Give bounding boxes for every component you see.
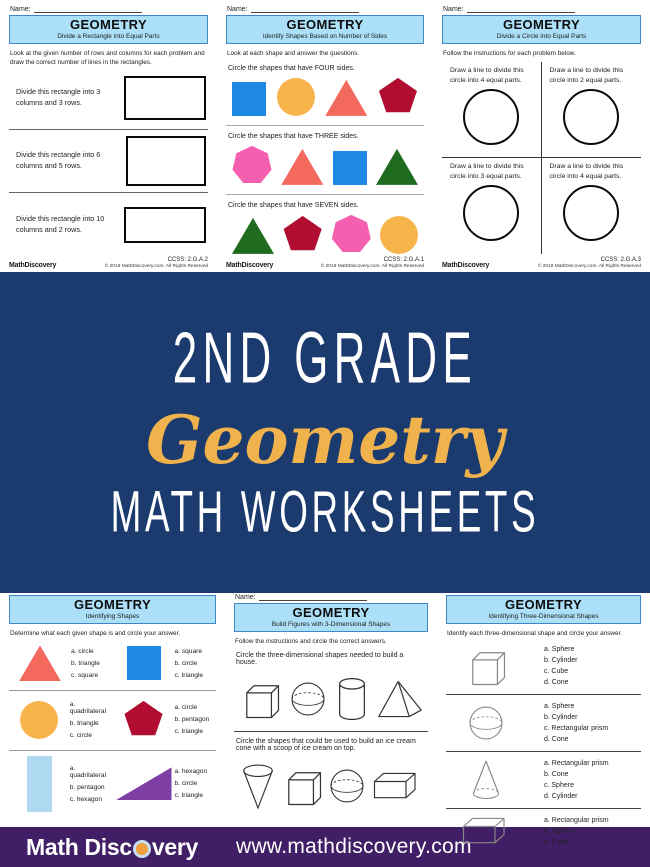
name-field bbox=[443, 2, 641, 13]
answer-option: c. Cube bbox=[544, 667, 569, 675]
worksheet-subtitle: Divide a Circle into Equal Parts bbox=[496, 32, 587, 40]
answer-options bbox=[175, 643, 204, 684]
logo-text-disc: Disc bbox=[84, 833, 132, 860]
name-blank-line bbox=[467, 4, 575, 13]
worksheet-header bbox=[9, 15, 208, 44]
worksheet-subtitle: Divide a Rectangle into Equal Parts bbox=[57, 32, 160, 40]
logo-text-math: Math bbox=[26, 833, 79, 860]
shape-rect-lightblue bbox=[27, 756, 52, 812]
answer-option: a. Rectangular prism bbox=[544, 816, 609, 824]
ccss-code: CCSS: 2.G.A.1 bbox=[383, 257, 424, 263]
name-label: Name: bbox=[235, 594, 256, 601]
problem-text: Draw a line to divide this circle into 4 equal parts. bbox=[549, 162, 624, 180]
shape-triangle-green bbox=[376, 149, 418, 185]
answer-options bbox=[70, 760, 113, 808]
identify-item bbox=[9, 756, 113, 812]
worksheet-build-3d-figures bbox=[225, 593, 437, 854]
problem-row bbox=[9, 130, 208, 193]
answer-option: a. square bbox=[174, 647, 202, 655]
question-section bbox=[226, 195, 424, 263]
empty-rectangle bbox=[124, 207, 206, 243]
sheet-brand-logo: MathDiscovery bbox=[9, 262, 57, 269]
shape-square-blue bbox=[232, 82, 266, 116]
answer-option: d. Cone bbox=[544, 735, 569, 743]
answer-options bbox=[71, 643, 100, 684]
answer-options bbox=[175, 699, 210, 740]
question-section bbox=[226, 58, 424, 126]
worksheet-title: GEOMETRY bbox=[502, 17, 581, 32]
shape-square-blue bbox=[333, 151, 367, 185]
answer-option: a. quadrilateral bbox=[69, 700, 107, 715]
problem-row bbox=[9, 638, 216, 691]
shape-triangle-salmon bbox=[19, 645, 61, 681]
problem-text: Draw a line to divide this circle into 3 equal parts. bbox=[450, 162, 524, 180]
answer-option: c. square bbox=[71, 671, 99, 679]
figure-cube bbox=[280, 764, 324, 808]
shape-triangle-salmon bbox=[281, 149, 323, 185]
shape-pentagon-darkred bbox=[283, 216, 323, 254]
shape-row bbox=[226, 143, 424, 192]
answer-options bbox=[544, 642, 577, 690]
worksheet-divide-rectangle bbox=[0, 0, 217, 272]
copyright-text: © 2018 MathDiscovery.com. All Rights Reserved bbox=[320, 264, 424, 269]
identify-item bbox=[446, 695, 641, 752]
empty-circle bbox=[463, 89, 519, 145]
answer-option: c. Rectangular prism bbox=[544, 724, 609, 732]
item-shape bbox=[9, 701, 70, 739]
empty-rectangle bbox=[126, 136, 206, 186]
sheet-brand-logo: MathDiscovery bbox=[442, 262, 490, 269]
question-section bbox=[226, 126, 424, 195]
answer-option: b. circle bbox=[174, 659, 198, 667]
answer-option: a. circle bbox=[174, 704, 198, 712]
problem-row bbox=[9, 67, 208, 130]
figure-cylinder bbox=[333, 675, 371, 723]
answer-option: a. circle bbox=[71, 647, 94, 655]
figure-cone_down bbox=[238, 761, 278, 811]
figure-sphere bbox=[287, 678, 329, 720]
shape-circle-orange bbox=[277, 78, 315, 116]
shape-triangle-green bbox=[232, 218, 274, 254]
worksheet-header bbox=[442, 15, 641, 44]
shape-righttriangle-purple bbox=[116, 767, 172, 800]
item-shape bbox=[9, 645, 71, 681]
answer-option: a. Rectangular prism bbox=[544, 759, 609, 767]
shape-heptagon-pink bbox=[232, 146, 272, 185]
copyright-text: © 2018 MathDiscovery.com. All Rights Reserved bbox=[537, 264, 641, 269]
problem-cell bbox=[542, 158, 642, 254]
worksheet-header bbox=[9, 595, 216, 624]
figure-pyramid bbox=[376, 677, 424, 721]
name-field bbox=[10, 2, 208, 13]
worksheet-header bbox=[234, 603, 428, 632]
title-banner bbox=[0, 272, 650, 593]
answer-option: b. Sphere bbox=[544, 827, 575, 835]
worksheet-instructions: Follow the instructions and circle the correct answers. bbox=[235, 637, 387, 645]
worksheet-instructions: Look at each shape and answer the questions. bbox=[227, 49, 360, 57]
answer-option: b. circle bbox=[174, 780, 198, 788]
copyright-text: © 2018 MathDiscovery.com. All Rights Reserved bbox=[104, 264, 208, 269]
empty-rectangle bbox=[124, 76, 206, 120]
answer-options bbox=[70, 696, 113, 744]
shape-pentagon-darkred bbox=[124, 701, 164, 739]
worksheet-identifying-3d-shapes bbox=[437, 593, 650, 854]
answer-options bbox=[544, 756, 609, 804]
worksheet-title: GEOMETRY bbox=[286, 17, 364, 32]
name-label: Name: bbox=[10, 6, 31, 13]
answer-option: c. hexagon bbox=[69, 795, 103, 803]
website-url[interactable]: www.mathdiscovery.com bbox=[236, 835, 472, 858]
figure-row bbox=[234, 755, 428, 819]
identify-item bbox=[113, 696, 217, 744]
answer-options bbox=[544, 813, 609, 850]
worksheet-instructions: Follow the instructions for each problem below. bbox=[443, 49, 576, 57]
answer-option: b. triangle bbox=[69, 719, 99, 727]
figure-sphere bbox=[326, 765, 368, 807]
answer-option: b. Cylinder bbox=[544, 713, 578, 721]
answer-options bbox=[544, 699, 608, 747]
name-label: Name: bbox=[443, 6, 464, 13]
question-prompt: Circle the shapes that have THREE sides. bbox=[228, 132, 359, 140]
worksheet-subtitle: Identifying Three-Dimensional Shapes bbox=[488, 612, 599, 620]
ccss-code: CCSS: 2.G.A.2 bbox=[167, 257, 208, 263]
figure-row bbox=[234, 669, 428, 731]
worksheet-row-top bbox=[0, 0, 650, 272]
worksheet-subtitle: Build Figures with 3-Dimensional Shapes bbox=[271, 620, 391, 628]
empty-circle bbox=[463, 185, 519, 241]
name-label: Name: bbox=[227, 6, 248, 13]
worksheet-header bbox=[226, 15, 424, 44]
problem-cell bbox=[442, 62, 542, 158]
answer-option: a. Sphere bbox=[544, 702, 575, 710]
question-prompt: Circle the shapes that could be used to build an ice cream cone with a scoop of ice cream on top. bbox=[236, 737, 416, 752]
answer-options bbox=[175, 763, 208, 804]
question-prompt: Circle the three-dimensional shapes needed to build a house. bbox=[236, 651, 404, 666]
sheet-brand-logo: MathDiscovery bbox=[226, 262, 274, 269]
sheet-footer bbox=[226, 257, 424, 269]
problem-row bbox=[9, 193, 208, 256]
banner-type-text: MATH WORKSHEETS bbox=[110, 480, 540, 545]
answer-option: d. Cylinder bbox=[544, 792, 578, 800]
worksheet-header bbox=[446, 595, 641, 624]
figure-cone bbox=[450, 756, 522, 804]
answer-option: b. pentagon bbox=[174, 716, 210, 724]
answer-option: c. triangle bbox=[174, 728, 204, 736]
shape-heptagon-pink bbox=[331, 215, 371, 254]
answer-option: b. pentagon bbox=[69, 783, 105, 791]
worksheet-subtitle: Identifying Shapes bbox=[85, 612, 140, 620]
identify-item bbox=[446, 752, 641, 809]
worksheet-instructions: Identify each three-dimensional shape and circle your answer. bbox=[447, 629, 623, 637]
answer-option: a. hexagon bbox=[174, 768, 208, 776]
worksheet-divide-circle bbox=[433, 0, 650, 272]
worksheet-identify-sides bbox=[217, 0, 433, 272]
figure-cube bbox=[450, 644, 522, 688]
answer-option: c. triangle bbox=[174, 671, 204, 679]
worksheet-subtitle: Identify Shapes Based on Number of Sides bbox=[262, 32, 388, 40]
answer-option: a. Sphere bbox=[544, 645, 575, 653]
banner-subject-text: Geometry bbox=[146, 401, 504, 479]
figure-prism bbox=[370, 768, 424, 804]
worksheet-title: GEOMETRY bbox=[504, 597, 583, 612]
item-shape bbox=[9, 756, 70, 812]
identify-item bbox=[446, 809, 641, 854]
shape-row bbox=[226, 212, 424, 261]
worksheet-instructions: Look at the given number of rows and columns for each problem and draw the correct number of lines in the rectangles. bbox=[10, 49, 205, 66]
problem-text: Divide this rectangle into 3 columns and 3 rows. bbox=[16, 87, 101, 108]
figure-sphere bbox=[450, 702, 522, 744]
name-blank-line bbox=[251, 4, 359, 13]
shape-circle-orange bbox=[20, 701, 58, 739]
sheet-footer bbox=[442, 257, 641, 269]
answer-option: b. Cylinder bbox=[544, 656, 578, 664]
sheet-footer bbox=[9, 257, 208, 269]
question-prompt: Circle the shapes that have FOUR sides. bbox=[228, 64, 355, 72]
name-blank-line bbox=[259, 592, 367, 601]
figure-cube bbox=[238, 677, 282, 721]
problem-cell bbox=[442, 158, 542, 254]
banner-grade-text: 2ND GRADE bbox=[172, 317, 478, 399]
name-field bbox=[227, 2, 424, 13]
shape-square-blue bbox=[127, 646, 161, 680]
question-section bbox=[234, 738, 428, 819]
worksheet-title: GEOMETRY bbox=[73, 597, 152, 612]
answer-option: c. Cube bbox=[544, 838, 569, 846]
name-blank-line bbox=[34, 4, 142, 13]
problem-text: Draw a line to divide this circle into 2 equal parts. bbox=[549, 66, 624, 84]
answer-option: b. Cone bbox=[544, 770, 569, 778]
problem-cell bbox=[542, 62, 642, 158]
problem-text: Draw a line to divide this circle into 4 equal parts. bbox=[450, 66, 524, 84]
problem-row bbox=[9, 691, 216, 751]
answer-option: c. Sphere bbox=[544, 781, 574, 789]
problem-grid bbox=[442, 62, 641, 254]
worksheet-instructions: Determine what each given shape is and circle your answer. bbox=[10, 629, 181, 637]
name-field bbox=[235, 595, 428, 601]
answer-option: c. circle bbox=[69, 731, 93, 739]
logo-text-very: very bbox=[151, 833, 198, 860]
answer-option: a. quadrilateral bbox=[69, 764, 107, 779]
identify-item bbox=[9, 643, 113, 684]
item-shape bbox=[113, 646, 175, 680]
item-shape bbox=[113, 701, 175, 739]
shape-row bbox=[226, 75, 424, 123]
shape-pentagon-darkred bbox=[378, 78, 418, 116]
answer-option: c. triangle bbox=[174, 792, 204, 800]
worksheet-identifying-shapes bbox=[0, 593, 225, 854]
answer-option: b. triangle bbox=[71, 659, 100, 667]
identify-item bbox=[113, 643, 217, 684]
worksheet-row-bottom bbox=[0, 593, 650, 846]
identify-item bbox=[446, 638, 641, 695]
question-section bbox=[234, 652, 428, 732]
question-prompt: Circle the shapes that have SEVEN sides. bbox=[228, 201, 359, 209]
problem-row bbox=[9, 751, 216, 818]
identify-item bbox=[9, 696, 113, 744]
shape-circle-orange bbox=[380, 216, 418, 254]
item-shape bbox=[113, 767, 175, 800]
ccss-code: CCSS: 2.G.A.3 bbox=[600, 257, 641, 263]
answer-option: d. Cone bbox=[544, 678, 569, 686]
figure-prism bbox=[450, 813, 522, 849]
empty-circle bbox=[563, 89, 619, 145]
identify-item bbox=[113, 756, 217, 812]
empty-circle bbox=[563, 185, 619, 241]
problem-text: Divide this rectangle into 10 columns and 2 rows. bbox=[16, 213, 105, 234]
worksheet-title: GEOMETRY bbox=[69, 17, 148, 32]
shape-triangle-salmon bbox=[325, 80, 367, 116]
problem-text: Divide this rectangle into 6 columns and 5 rows. bbox=[16, 150, 101, 171]
worksheet-title: GEOMETRY bbox=[292, 605, 370, 620]
